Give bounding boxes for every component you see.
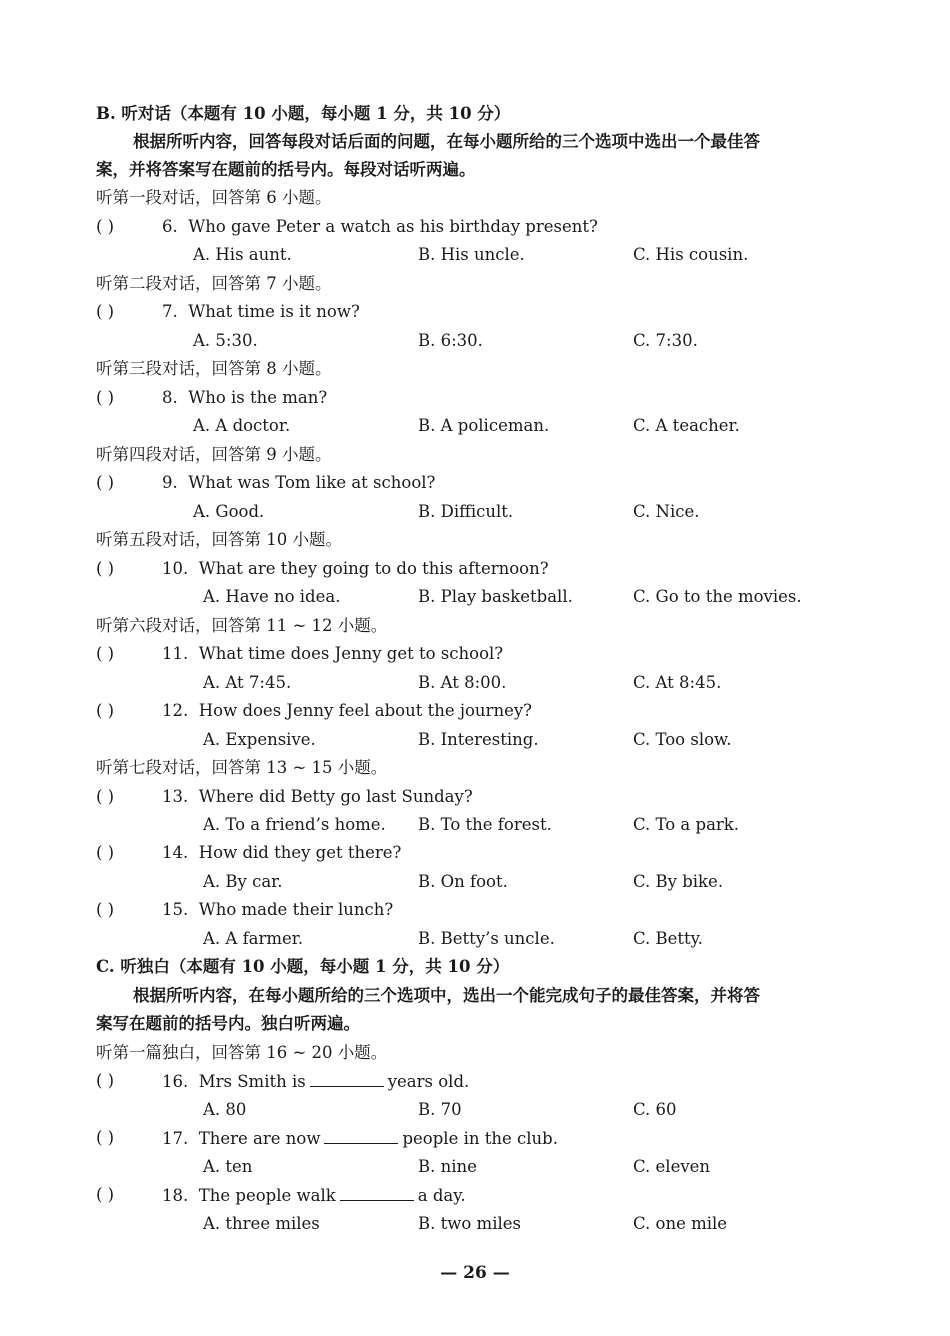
q7-option-c: C. 7:30. <box>633 331 698 350</box>
answer-bracket[interactable]: ( ) <box>96 787 115 806</box>
q18-option-c: C. one mile <box>633 1214 728 1233</box>
q9-option-b: B. Difficult. <box>418 502 514 521</box>
question-15: 15. Who made their lunch? <box>162 900 394 919</box>
q17-option-b: B. nine <box>418 1157 477 1176</box>
dialogue-prompt-4: 听第四段对话，回答第 9 小题。 <box>96 445 332 464</box>
question-6: 6. Who gave Peter a watch as his birthday present? <box>162 217 598 236</box>
question-18: 18. The people walk a day. <box>162 1186 466 1205</box>
dialogue-prompt-5: 听第五段对话，回答第 10 小题。 <box>96 530 342 549</box>
section-b-instruction-1: 根据所听内容，回答每段对话后面的问题，在每小题所给的三个选项中选出一个最佳答 <box>133 132 760 151</box>
q14-option-c: C. By bike. <box>633 872 724 891</box>
dialogue-prompt-7: 听第七段对话，回答第 13 ~ 15 小题。 <box>96 758 388 777</box>
q16-option-c: C. 60 <box>633 1100 677 1119</box>
q13-option-b: B. To the forest. <box>418 815 552 834</box>
question-8: 8. Who is the man? <box>162 388 328 407</box>
monologue-prompt-1: 听第一篇独白，回答第 16 ~ 20 小题。 <box>96 1043 388 1062</box>
answer-bracket[interactable]: ( ) <box>96 217 115 236</box>
q12-option-a: A. Expensive. <box>203 730 316 749</box>
q15-option-b: B. Betty’s uncle. <box>418 929 555 948</box>
q8-option-c: C. A teacher. <box>633 416 740 435</box>
answer-bracket[interactable]: ( ) <box>96 1071 115 1090</box>
q13-option-a: A. To a friend’s home. <box>203 815 386 834</box>
section-b-heading: B. 听对话（本题有 10 小题，每小题 1 分，共 10 分） <box>96 104 511 123</box>
q6-option-a: A. His aunt. <box>193 245 292 264</box>
question-17: 17. There are now people in the club. <box>162 1129 558 1148</box>
question-13: 13. Where did Betty go last Sunday? <box>162 787 473 806</box>
answer-bracket[interactable]: ( ) <box>96 302 115 321</box>
dialogue-prompt-3: 听第三段对话，回答第 8 小题。 <box>96 359 332 378</box>
q16-option-a: A. 80 <box>203 1100 247 1119</box>
answer-bracket[interactable]: ( ) <box>96 843 115 862</box>
fill-blank[interactable] <box>324 1128 398 1144</box>
q7-option-a: A. 5:30. <box>193 331 258 350</box>
q9-option-c: C. Nice. <box>633 502 700 521</box>
q11-option-b: B. At 8:00. <box>418 673 507 692</box>
q9-option-a: A. Good. <box>193 502 265 521</box>
q15-option-a: A. A farmer. <box>203 929 304 948</box>
question-9: 9. What was Tom like at school? <box>162 473 436 492</box>
q10-option-c: C. Go to the movies. <box>633 587 802 606</box>
q17-option-c: C. eleven <box>633 1157 711 1176</box>
answer-bracket[interactable]: ( ) <box>96 473 115 492</box>
q11-option-c: C. At 8:45. <box>633 673 722 692</box>
q16-option-b: B. 70 <box>418 1100 462 1119</box>
section-c-instruction-1: 根据所听内容，在每小题所给的三个选项中，选出一个能完成句子的最佳答案，并将答 <box>133 986 760 1005</box>
q10-option-b: B. Play basketball. <box>418 587 573 606</box>
q14-option-a: A. By car. <box>203 872 283 891</box>
q6-option-c: C. His cousin. <box>633 245 749 264</box>
dialogue-prompt-2: 听第二段对话，回答第 7 小题。 <box>96 274 332 293</box>
dialogue-prompt-6: 听第六段对话，回答第 11 ~ 12 小题。 <box>96 616 388 635</box>
q18-option-b: B. two miles <box>418 1214 521 1233</box>
q18-option-a: A. three miles <box>203 1214 320 1233</box>
q10-option-a: A. Have no idea. <box>203 587 341 606</box>
q13-option-c: C. To a park. <box>633 815 740 834</box>
question-14: 14. How did they get there? <box>162 843 402 862</box>
dialogue-prompt-1: 听第一段对话，回答第 6 小题。 <box>96 188 332 207</box>
section-c-instruction-2: 案写在题前的括号内。独白听两遍。 <box>96 1014 360 1033</box>
q12-option-c: C. Too slow. <box>633 730 732 749</box>
q6-option-b: B. His uncle. <box>418 245 525 264</box>
answer-bracket[interactable]: ( ) <box>96 388 115 407</box>
answer-bracket[interactable]: ( ) <box>96 701 115 720</box>
answer-bracket[interactable]: ( ) <box>96 900 115 919</box>
q8-option-b: B. A policeman. <box>418 416 550 435</box>
q11-option-a: A. At 7:45. <box>203 673 292 692</box>
answer-bracket[interactable]: ( ) <box>96 1128 115 1147</box>
fill-blank[interactable] <box>340 1185 414 1201</box>
question-12: 12. How does Jenny feel about the journey? <box>162 701 532 720</box>
answer-bracket[interactable]: ( ) <box>96 1185 115 1204</box>
q17-option-a: A. ten <box>203 1157 253 1176</box>
q8-option-a: A. A doctor. <box>193 416 291 435</box>
question-11: 11. What time does Jenny get to school? <box>162 644 504 663</box>
answer-bracket[interactable]: ( ) <box>96 644 115 663</box>
question-16: 16. Mrs Smith is years old. <box>162 1072 470 1091</box>
answer-bracket[interactable]: ( ) <box>96 559 115 578</box>
question-7: 7. What time is it now? <box>162 302 360 321</box>
page-number: — 26 — <box>440 1263 510 1283</box>
q7-option-b: B. 6:30. <box>418 331 483 350</box>
section-b-instruction-2: 案，并将答案写在题前的括号内。每段对话听两遍。 <box>96 160 476 179</box>
q14-option-b: B. On foot. <box>418 872 508 891</box>
question-10: 10. What are they going to do this afternoon? <box>162 559 549 578</box>
fill-blank[interactable] <box>310 1071 384 1087</box>
section-c-heading: C. 听独白（本题有 10 小题，每小题 1 分，共 10 分） <box>96 957 510 976</box>
q12-option-b: B. Interesting. <box>418 730 539 749</box>
q15-option-c: C. Betty. <box>633 929 704 948</box>
